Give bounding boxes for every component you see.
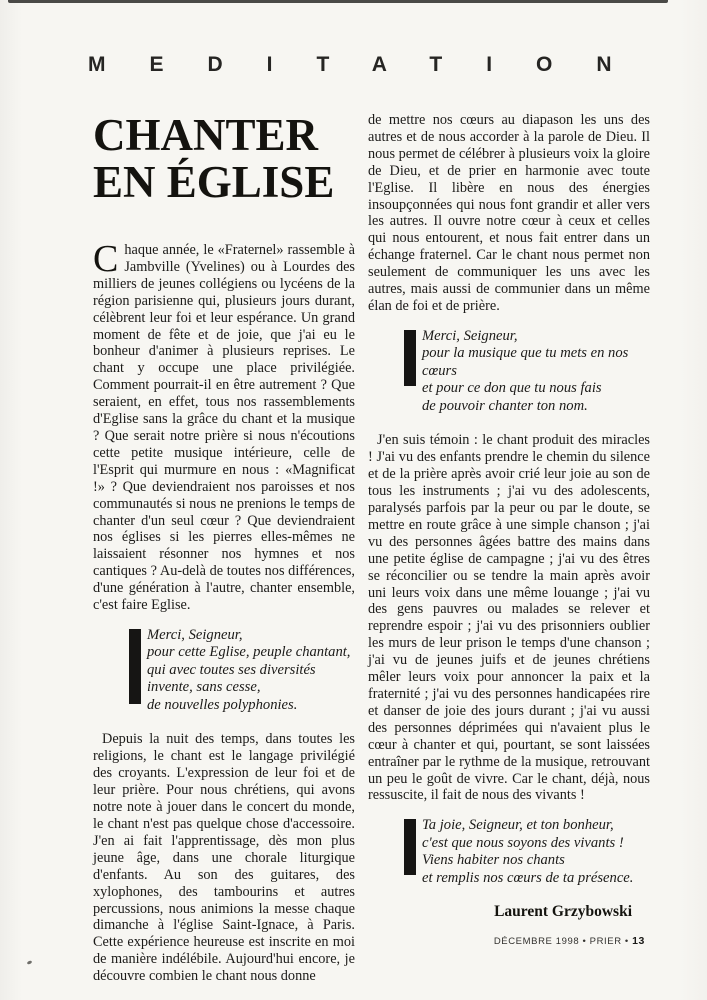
quote-bar-icon [404,330,416,386]
prayer-quote-2 [404,328,650,416]
paragraph-4: J'en suis témoin : le chant produit des miracles ! J'ai vu des enfants prendre le chemin du silence et de la prière après avoir crié leur joie au son de tous les instruments ; j'ai vu des adolescents, paralysés parfois par la peur ou par le doute, se mettre en route grâce à une simple chanson ; j'ai vu des personnes âgées battre des mains dans une petite église de campagne ; j'ai vu des êtres se réconcilier ou se tendre la main après avoir uni leurs voix dans une même louange ; j'ai vu des gens pauvres ou malades se relever et reprendre espoir ; j'ai vu des prisonniers oublier les murs de leur prison le temps d'une chanson ; j'ai vu de jeunes juifs et de jeunes chrétiens mêler leurs voix pour annoncer la paix et la fraternité ; j'ai vu des personnes handicapées rire et danser de joie des jours durant ; j'ai vu aussi des personnes déprimées qui n'avaient plus le cœur à chanter et qui, pourtant, se sont laissées entraîner par le rythme de la musique, retrouvant un peu le goût de vivre. Car le chant, déjà, nous ressuscite, il fait de nous des vivants ! [368,432,650,804]
left-column [93,112,355,985]
author-signature: Laurent Grzybowski [494,903,632,921]
quote-line: c'est que nous soyons des vivants ! [422,834,624,851]
scan-speck [27,960,33,965]
article-title [93,112,355,206]
quote-line: pour la musique que tu mets en nos cœurs [422,345,629,379]
article-title-line2: EN ÉGLISE [93,157,335,207]
right-column [368,112,650,985]
prayer-quote-1 [129,627,355,715]
prayer-quote-3 [404,817,650,887]
quote-line: invente, sans cesse, [147,679,261,696]
page-footer [368,935,650,947]
quote-line: Viens habiter nos chants [422,852,565,869]
quote-line: Merci, Seigneur, [147,626,243,643]
quote-line: Ta joie, Seigneur, et ton bonheur, [422,817,614,834]
article-body [93,112,650,985]
quote-line: pour cette Eglise, peuple chantant, [147,644,351,661]
quote-bar-icon [129,629,141,704]
article-title-line1: CHANTER [93,110,319,160]
quote-bar-icon [404,819,416,875]
footer-page-number: 13 [632,935,645,948]
paragraph-1 [93,238,355,614]
section-header: MEDITATION [88,53,656,76]
quote-line: et pour ce don que tu nous fais [422,380,602,397]
quote-line: de pouvoir chanter ton nom. [422,397,588,414]
paragraph-3: de mettre nos cœurs au diapason les uns des autres et de nous accorder à la parole de Dieu. Il nous permet de célébrer à plusieurs voix la gloire de Dieu, et de prier en harmonie avec toute l'Eglise. Il libère en nous des énergies insoupçonnées qui nous font grandir et aller vers les autres. Il ouvre notre cœur à ceux et celles qui nous entourent, et nous fait entrer dans un échange fraternel. Car le chant nous permet non seulement de communiquer les uns avec les autres, mais aussi de communier dans un même élan de foi et de prière. [368,112,650,314]
drop-cap: C [93,238,119,280]
paragraph-2: Depuis la nuit des temps, dans toutes les religions, le chant est le langage privilégié des croyants. L'expression de leur foi et de leur prière. Pour nous chrétiens, qui avons notre note à jouer dans le concert du monde, le chant n'est pas quelque chose d'accessoire. J'en ai fait l'apprentissage, dès mon plus jeune âge, dans une chorale liturgique d'enfants. Au son des guitares, des xylophones, des tambourins et autres percussions, nous animions la messe chaque dimanche à l'église Saint-Ignace, à Paris. Cette expérience heureuse est inscrite en moi de manière indélébile. Aujourd'hui encore, je découvre combien le chant nous donne [93,731,355,985]
quote-line: et remplis nos cœurs de ta présence. [422,869,634,886]
scan-edge [8,0,668,3]
quote-line: Merci, Seigneur, [422,327,518,344]
paragraph-1-text: haque année, le «Fraternel» rassemble à Jambville (Yvelines) ou à Lourdes des milliers de jeunes collégiens ou lycéens de la région parisienne qui, plusieurs jours durant, célèbrent leur foi et leur espérance. Un grand moment de fête et de joie, que j'ai eu le bonheur d'animer à plusieurs reprises. Le chant y occupe une place privilégiée. Comment pourrait-il en être autrement ? Que seraient, en effet, tous nos rassemblements d'Eglise sans la grâce du chant et la musique ? Que serait notre prière si nous n'écoutions cette petite musique intérieure, celle de l'Esprit qui murmure en nous : «Magnificat !» ? Que deviendraient nos paroisses et nos communautés si nous ne prenions le temps de chanter d'un seul cœur ? Que deviendraient nos églises si les pierres elles-mêmes ne laissaient résonner nos hymnes et nos cantiques ? Au-delà de toutes nos différences, d'une génération à l'autre, chanter ensemble, c'est faire Eglise. [93,242,355,614]
footer-issue: DÉCEMBRE 1998 • PRIER • [493,936,629,948]
quote-line: de nouvelles polyphonies. [147,696,298,713]
quote-line: qui avec toutes ses diversités [147,661,316,678]
